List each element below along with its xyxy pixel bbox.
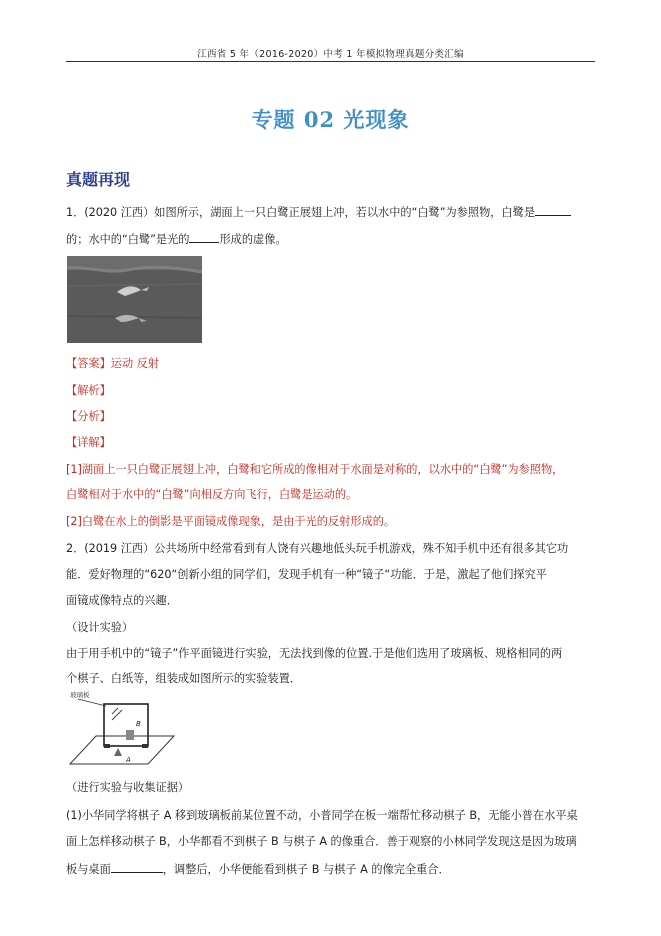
q1-line-1 xyxy=(66,204,571,220)
detail-label: 【详解】 xyxy=(66,436,111,449)
fenxi-label: 【分析】 xyxy=(66,410,111,423)
egret-photo-image xyxy=(67,256,202,343)
section-title: 真题再现 xyxy=(66,170,131,189)
procedure-line-2: 面上怎样移动棋子 B，小华都看不到棋子 B 与棋子 A 的像重合．善于观察的小林同学发现这是因为玻璃 xyxy=(66,835,577,848)
apparatus-figure xyxy=(68,690,176,766)
answer-label: 【答案】 xyxy=(66,357,111,370)
q1-blank-1 xyxy=(535,204,571,216)
q1-blank-2 xyxy=(189,231,219,243)
design-line-1: 由于用手机中的“镜子”作平面镜进行实验，无法找到像的位置.于是他们选用了玻璃板、规格相同的两 xyxy=(66,647,563,660)
q2-line-1: 2．(2019 江西）公共场所中经常看到有人饶有兴趣地低头玩手机游戏，殊不知手机中还有很多其它功 xyxy=(66,542,569,555)
q1-line-2b-text: 形成的虚像。 xyxy=(219,233,287,246)
q2-blank-1 xyxy=(111,861,163,873)
fig-label-a: A xyxy=(126,756,131,764)
design-line-2: 个棋子、白纸等，组装成如图所示的实验装置． xyxy=(66,672,301,685)
procedure-line-3b: ，调整后，小华便能看到棋子 B 与棋子 A 的像完全重合． xyxy=(162,863,450,876)
q1-answer xyxy=(66,357,159,371)
q1-line-1-text: 1．(2020 江西）如图所示，湖面上一只白鹭正展翅上冲，若以水中的“白鹭”为参照物，白鹭是 xyxy=(66,206,536,219)
detail-line-3: [2]白鹭在水上的倒影是平面镜成像现象，是由于光的反射形成的。 xyxy=(66,515,396,528)
answer-value: 运动 反射 xyxy=(110,357,160,370)
q2-line-2: 能．爱好物理的“620“创新小组的同学们，发现手机有一种“镜子“功能．于是，激起了他们探究平 xyxy=(66,568,547,581)
procedure-heading: （进行实验与收集证据） xyxy=(66,781,190,794)
glass-plate-label: 玻璃板 xyxy=(70,691,90,699)
header-rule xyxy=(66,61,595,62)
detail-line-1: [1]湖面上一只白鹭正展翅上冲，白鹭和它所成的像相对于水面是对称的，以水中的“白鹭”为参照物， xyxy=(66,463,564,476)
q2-line-3: 面镜成像特点的兴趣． xyxy=(66,594,178,607)
procedure-line-3 xyxy=(66,861,450,877)
detail-line-2: 白鹭相对于水中的“白鹭”向相反方向飞行，白鹭是运动的。 xyxy=(66,488,358,501)
page-title: 专题 02 光现象 xyxy=(251,107,410,132)
running-header: 江西省 5 年（2016-2020）中考 1 年模拟物理真题分类汇编 xyxy=(197,49,464,60)
q1-line-2a-text: 的；水中的“白鹭”是光的 xyxy=(66,233,190,246)
procedure-line-1: (1)小华同学将棋子 A 移到玻璃板前某位置不动，小普同学在板一端帮忙移动棋子 B，无能小普在水平桌 xyxy=(66,809,578,822)
q1-line-2 xyxy=(66,231,287,247)
analysis-label: 【解析】 xyxy=(66,384,111,397)
fig-label-b: B xyxy=(136,720,141,728)
design-heading: （设计实验） xyxy=(66,621,134,634)
procedure-line-3a: 板与桌面 xyxy=(66,863,111,876)
apparatus-diagram xyxy=(68,690,176,766)
egret-photo xyxy=(67,256,202,343)
